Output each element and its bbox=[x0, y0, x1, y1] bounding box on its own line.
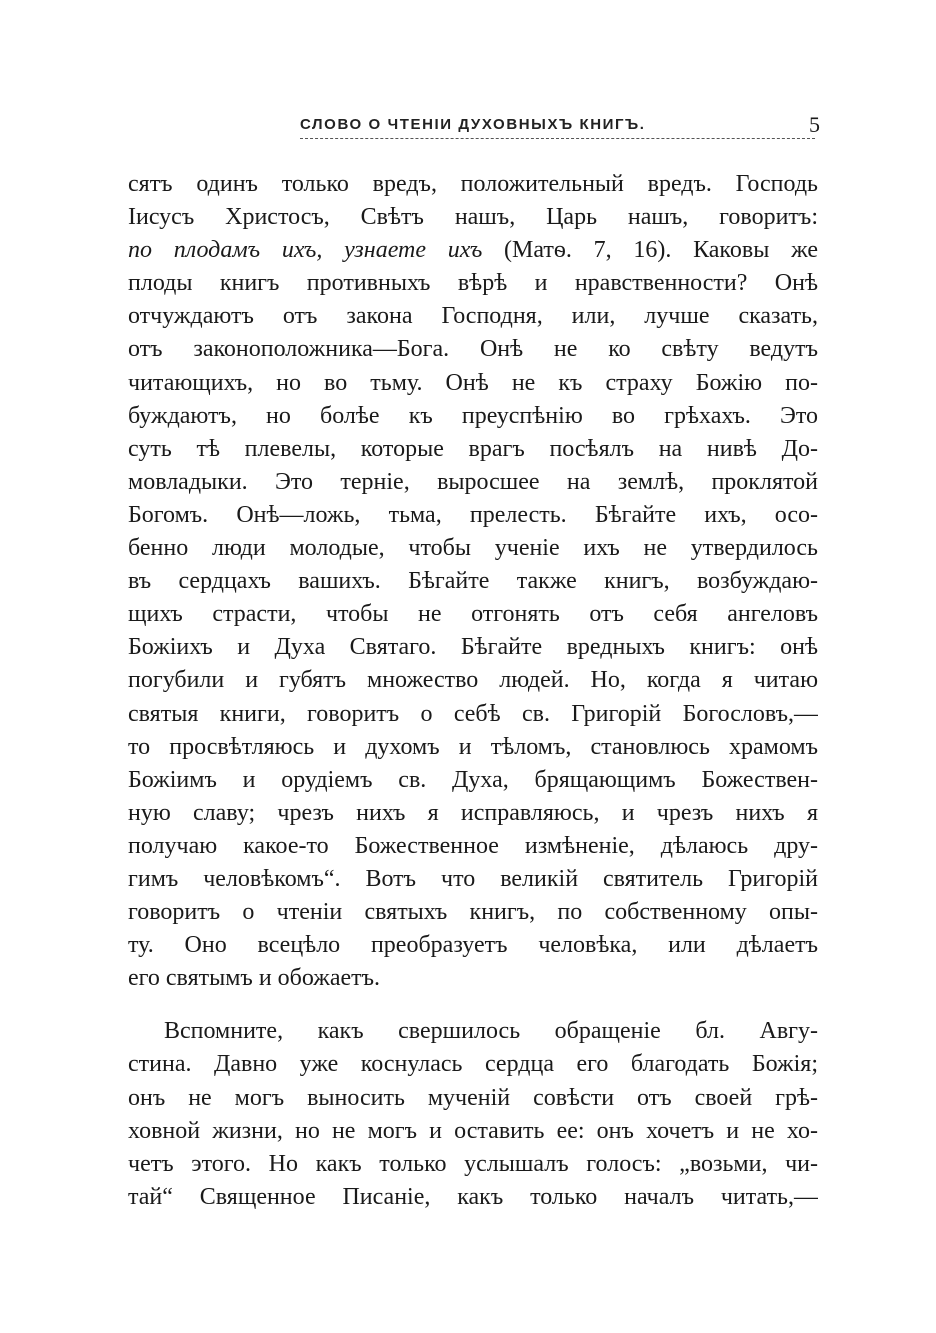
text-line: стина. Давно уже коснулась сердца его благодать Божія; bbox=[128, 1051, 818, 1078]
text-line: мовладыки. Это терніе, выросшее на землѣ, проклятой bbox=[128, 468, 818, 495]
text-line: ту. Оно всецѣло преобразуетъ человѣка, или дѣлаетъ bbox=[128, 932, 818, 959]
text-line: онъ не могъ выносить мученій совѣсти отъ своей грѣ- bbox=[128, 1084, 818, 1111]
text-span: (Матѳ. 7, 16). Каковы же bbox=[482, 237, 818, 264]
header-rule bbox=[300, 138, 815, 139]
text-line: ховной жизни, но не могъ и оставить ее: онъ хочетъ и не хо- bbox=[128, 1117, 818, 1144]
text-line: щихъ страсти, чтобы не отгонять отъ себя ангеловъ bbox=[128, 601, 818, 628]
text-line: въ сердцахъ вашихъ. Бѣгайте также книгъ, возбуждаю- bbox=[128, 568, 818, 595]
text-line: тай“ Священное Писаніе, какъ только началъ читать,— bbox=[128, 1183, 818, 1210]
text-line: погубили и губятъ множество людей. Но, когда я читаю bbox=[128, 667, 818, 694]
text-line: буждаютъ, но болѣе къ преуспѣнію во грѣхахъ. Это bbox=[128, 402, 818, 429]
text-line: бенно люди молодые, чтобы ученіе ихъ не утвердилось bbox=[128, 535, 818, 562]
text-line: Вспомните, какъ свершилось обращеніе бл. Авгу- bbox=[164, 1018, 818, 1045]
text-line bbox=[128, 234, 818, 267]
text-line: плоды книгъ противныхъ вѣрѣ и нравственности? Онѣ bbox=[128, 270, 818, 297]
text-line: суть тѣ плевелы, которые врагъ посѣялъ на нивѣ До- bbox=[128, 435, 818, 462]
text-line: то просвѣтляюсь и духомъ и тѣломъ, становлюсь храмомъ bbox=[128, 733, 818, 760]
running-title: СЛОВО О ЧТЕНІИ ДУХОВНЫХЪ КНИГЪ. bbox=[300, 116, 646, 133]
paragraph-1 bbox=[128, 168, 818, 995]
paragraph-gap bbox=[128, 995, 818, 1015]
text-line: Божіимъ и орудіемъ св. Духа, брящающимъ Божествен- bbox=[128, 766, 818, 793]
paragraph-2 bbox=[128, 1015, 818, 1214]
page-number: 5 bbox=[809, 112, 820, 137]
text-line: его святымъ и обожаетъ. bbox=[128, 965, 381, 992]
italic-quote: по плодамъ ихъ, узнаете ихъ bbox=[128, 237, 483, 264]
text-line: читающихъ, но во тьму. Онѣ не къ страху Божію по- bbox=[128, 369, 818, 396]
text-line: отъ законоположника—Бога. Онѣ не ко свѣту ведутъ bbox=[128, 336, 818, 363]
text-line: ную славу; чрезъ нихъ я исправляюсь, и чрезъ нихъ я bbox=[128, 799, 818, 826]
text-line: гимъ человѣкомъ“. Вотъ что великій святитель Григорій bbox=[128, 865, 818, 892]
text-line: получаю какое-то Божественное измѣненіе, дѣлаюсь дру- bbox=[128, 832, 818, 859]
text-line: святыя книги, говоритъ о себѣ св. Григорій Богословъ,— bbox=[128, 700, 818, 727]
text-line: говоритъ о чтеніи святыхъ книгъ, по собственному опы- bbox=[128, 899, 818, 926]
text-line: отчуждаютъ отъ закона Господня, или, лучше сказать, bbox=[128, 303, 818, 330]
body-text bbox=[128, 168, 818, 1214]
text-line: Богомъ. Онѣ—ложь, тьма, прелесть. Бѣгайте ихъ, осо- bbox=[128, 501, 818, 528]
running-head bbox=[300, 112, 820, 142]
text-line: четъ этого. Но какъ только услышалъ голосъ: „возьми, чи- bbox=[128, 1150, 818, 1177]
text-line: сятъ одинъ только вредъ, положительный вредъ. Господь bbox=[128, 171, 818, 197]
text-line: Божіихъ и Духа Святаго. Бѣгайте вредныхъ книгъ: онѣ bbox=[128, 634, 818, 661]
text-line: Іисусъ Христосъ, Свѣтъ нашъ, Царь нашъ, говоритъ: bbox=[128, 204, 818, 231]
